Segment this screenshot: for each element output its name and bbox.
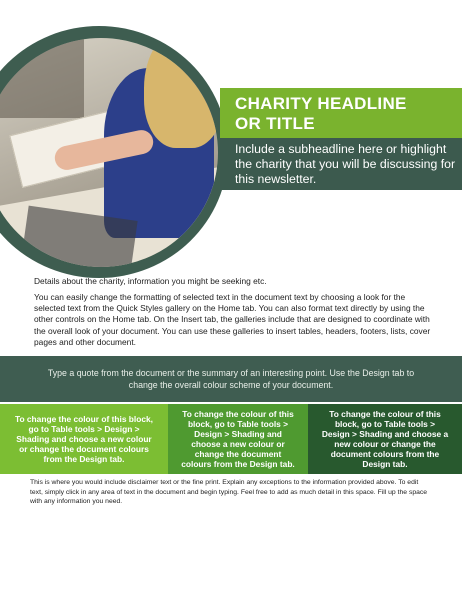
headline-line-2: OR TITLE bbox=[235, 114, 315, 133]
tip-box-1[interactable]: To change the colour of this block, go to Table tools > Design > Shading and choose a new colour or change the document colours from the Design tab. bbox=[0, 404, 168, 474]
headline-band bbox=[220, 88, 462, 138]
headline[interactable] bbox=[235, 94, 407, 134]
pull-quote[interactable]: Type a quote from the document or the summary of an interesting point. Use the Design tab to change the overall colour scheme of your document. bbox=[47, 368, 415, 390]
tip-box-3[interactable]: To change the colour of this block, go to Table tools > Design > Shading and choose a new colour or change the document colours from the Design tab. bbox=[308, 404, 462, 474]
hero-photo bbox=[0, 38, 218, 267]
quote-band bbox=[0, 356, 462, 402]
fine-print[interactable]: This is where you would include disclaimer text or the fine print. Explain any exceptions to the information provided above. To edit text, simply click in any area of text in the document and begin typing. Feel free to add as much detail in this space. Fill up the space with any information you need. bbox=[30, 479, 428, 506]
headline-line-1: CHARITY HEADLINE bbox=[235, 94, 407, 113]
tip-boxes bbox=[0, 404, 462, 474]
body-text[interactable]: You can easily change the formatting of selected text in the document text by choosing a look for the selected text from the Quick Styles gallery on the Home tab. You can also format text directly by using the other controls on the Home tab. On the Insert tab, the galleries include that are designed to coordinate with the overall look of your document. You can use these galleries to insert tables, headers, footers, lists, cover pages and other document. bbox=[34, 292, 431, 347]
tip-box-2[interactable]: To change the colour of this block, go to Table tools > Design > Shading and choose a new colour or change the document colours from the Design tab. bbox=[168, 404, 308, 474]
hero-section bbox=[0, 0, 462, 262]
subheadline-band bbox=[220, 138, 462, 190]
subheadline[interactable]: Include a subheadline here or highlight the charity that you will be discussing for this newsletter. bbox=[235, 142, 456, 186]
details-text[interactable]: Details about the charity, information you might be seeking etc. bbox=[34, 276, 267, 286]
